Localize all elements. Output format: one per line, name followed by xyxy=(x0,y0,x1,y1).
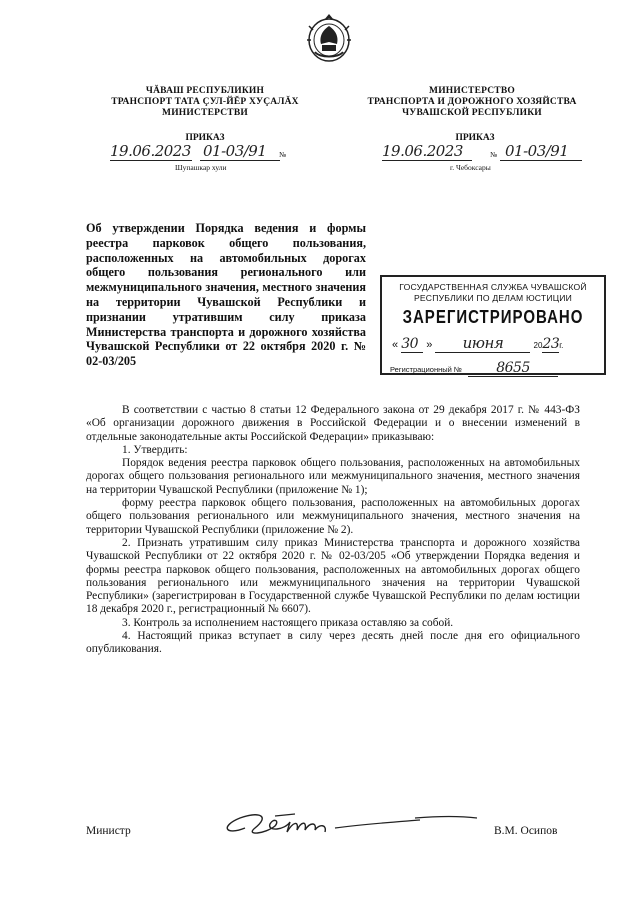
number-sign-right: № xyxy=(490,150,498,159)
stamp-year-suffix: 23 xyxy=(542,336,560,352)
order-date-left: 19.06.2023 xyxy=(110,142,191,160)
body-paragraph-1b: форму реестра парковок общего пользования, расположенных на автомобильных дорогах общего пользования регионального или межмуниципального значения, местного значения на территории Чувашской Республики (приложение № 2). xyxy=(86,497,580,536)
header-right-line2: ТРАНСПОРТА И ДОРОЖНОГО ХОЗЯЙСТВА xyxy=(367,97,577,107)
stamp-quote-close: » xyxy=(426,339,433,351)
stamp-year-prefix: 20 xyxy=(533,341,543,350)
stamp-date-line xyxy=(392,334,598,353)
body-paragraph-4: 4. Настоящий приказ вступает в силу через десять дней после дня его официального опубликования. xyxy=(86,630,580,656)
header-left-line2: ТРАНСПОРТ ТАТА ÇУЛ-ЙĔР ХУÇАЛĂХ xyxy=(111,97,299,107)
header-right-line1: МИНИСТЕРСТВО xyxy=(429,86,515,96)
header-left-line1: ЧĂВАШ РЕСПУБЛИКИН xyxy=(145,86,265,96)
city-right: г. Чебоксары xyxy=(450,163,491,172)
header-right-line3: ЧУВАШСКОЙ РЕСПУБЛИКИ xyxy=(402,108,542,118)
coat-of-arms-emblem xyxy=(305,12,353,64)
document-title: Об утверждении Порядка ведения и формы реестра парковок общего пользования, расположенных на автомобильных дорогах общего пользования регионального или межмуниципального значения, местного значения на территории Чувашской Республики и признании утратившим силу приказа Министерства транспорта и дорожного хозяйства Чувашской Республики от 22 октября 2020 г. № 02-03/205 xyxy=(86,221,366,369)
date-underline-right xyxy=(382,160,472,161)
city-left: Шупашкар хули xyxy=(175,163,227,172)
order-date-right: 19.06.2023 xyxy=(382,142,463,160)
stamp-reg-label: Регистрационный № xyxy=(390,365,462,374)
stamp-registered-label: ЗАРЕГИСТРИРОВАНО xyxy=(402,306,584,329)
doc-type-left: ПРИКАЗ xyxy=(185,133,225,143)
date-underline-left xyxy=(110,160,192,161)
stamp-month: июня xyxy=(435,334,530,353)
body-paragraph-3: 3. Контроль за исполнением настоящего приказа оставляю за собой. xyxy=(122,616,454,629)
order-number-left: 01-03/91 xyxy=(203,142,267,160)
header-left-line3: МИНИСТЕРСТВИ xyxy=(162,108,248,118)
body-paragraph-1: 1. Утвердить: xyxy=(122,443,188,456)
stamp-day: 30 xyxy=(401,336,423,353)
body-paragraph-1a: Порядок ведения реестра парковок общего пользования, расположенных на автомобильных дорогах общего пользования регионального или межмуниципального значения, местного значения на территории Чувашской Республики (приложение № 1); xyxy=(86,457,580,496)
signatory-name: В.М. Осипов xyxy=(494,825,558,837)
stamp-reg-number: 8655 xyxy=(468,360,558,377)
doc-type-right: ПРИКАЗ xyxy=(455,133,495,143)
stamp-org-line2: РЕСПУБЛИКИ ПО ДЕЛАМ ЮСТИЦИИ xyxy=(413,293,573,303)
stamp-quote-open: « xyxy=(392,339,399,351)
ministry-header-russian xyxy=(362,86,582,119)
signatory-position: Министр xyxy=(86,825,131,837)
ministry-header-chuvash xyxy=(100,86,310,119)
stamp-year-unit: г. xyxy=(559,341,564,350)
number-underline-right xyxy=(500,160,582,161)
number-underline-left xyxy=(200,160,280,161)
body-paragraph-2: 2. Признать утратившим силу приказ Министерства транспорта и дорожного хозяйства Чувашской Республики от 22 октября 2020 г. № 02-03/205 «Об утверждении Порядка ведения и формы реестра парковок общего пользования, расположенных на автомобильных дорогах общего пользования регионального или межмуниципального значения на территории Чувашской Республики» (зарегистрирован в Государственной службе Чувашской Республики по делам юстиции 18 декабря 2020 г., регистрационный № 6607). xyxy=(86,536,580,616)
document-body xyxy=(86,404,580,657)
number-sign-left: № xyxy=(279,150,287,159)
registration-stamp xyxy=(380,275,606,375)
stamp-org-line1: ГОСУДАРСТВЕННАЯ СЛУЖБА ЧУВАШСКОЙ xyxy=(399,282,587,292)
handwritten-signature xyxy=(215,806,480,846)
body-intro-paragraph: В соответствии с частью 8 статьи 12 Федерального закона от 29 декабря 2017 г. № 443-ФЗ «Об организации дорожного движения в Российской Федерации и о внесении изменений в отдельные законодательные акты Российской Федерации» приказываю: xyxy=(86,404,580,443)
stamp-organization xyxy=(382,282,604,304)
stamp-registration-number xyxy=(390,360,558,377)
order-number-right: 01-03/91 xyxy=(505,142,569,160)
